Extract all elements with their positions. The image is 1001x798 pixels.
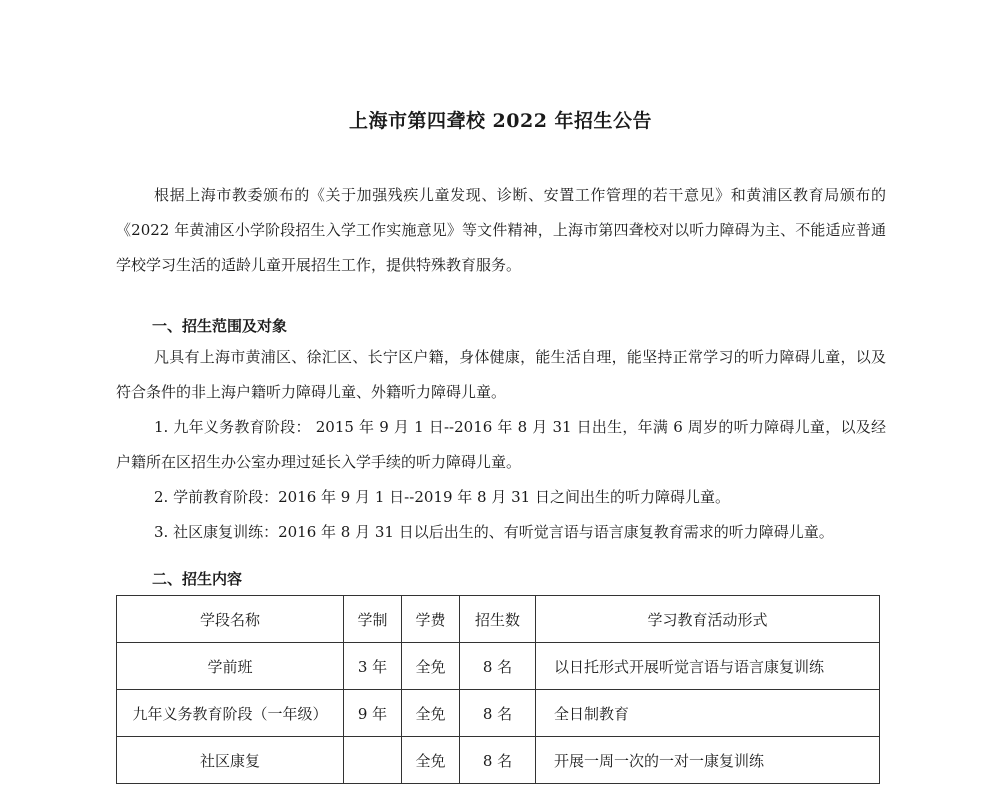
- header-format: 学习教育活动形式: [536, 596, 880, 643]
- section-scope-body: [116, 340, 886, 550]
- cell-quota: 8 名: [460, 690, 536, 737]
- table-header-row: [117, 596, 880, 643]
- cell-format: 开展一周一次的一对一康复训练: [536, 737, 880, 784]
- cell-tuition: 全免: [402, 737, 460, 784]
- enrollment-table: [116, 595, 880, 784]
- cell-stage: 社区康复: [117, 737, 344, 784]
- scope-item-preschool: 2. 学前教育阶段：2016 年 9 月 1 日--2019 年 8 月 31 日之间出生的听力障碍儿童。: [154, 488, 730, 506]
- cell-format: 全日制教育: [536, 690, 880, 737]
- cell-quota: 8 名: [460, 737, 536, 784]
- cell-tuition: 全免: [402, 643, 460, 690]
- header-duration: 学制: [344, 596, 402, 643]
- cell-stage: 九年义务教育阶段（一年级）: [117, 690, 344, 737]
- section-heading-scope: 一、招生范围及对象: [152, 317, 288, 335]
- document-title: 上海市第四聋校 2022 年招生公告: [348, 110, 653, 132]
- table-row: [117, 643, 880, 690]
- header-stage: 学段名称: [117, 596, 344, 643]
- cell-stage: 学前班: [117, 643, 344, 690]
- cell-duration: 3 年: [344, 643, 402, 690]
- section-heading-content: 二、招生内容: [152, 570, 243, 588]
- scope-paragraph: 凡具有上海市黄浦区、徐汇区、长宁区户籍，身体健康，能生活自理，能坚持正常学习的听力障碍儿童，以及符合条件的非上海户籍听力障碍儿童、外籍听力障碍儿童。: [116, 348, 886, 401]
- table-row: [117, 690, 880, 737]
- cell-duration: 9 年: [344, 690, 402, 737]
- intro-paragraph: 根据上海市教委颁布的《关于加强残疾儿童发现、诊断、安置工作管理的若干意见》和黄浦区教育局颁布的《2022 年黄浦区小学阶段招生入学工作实施意见》等文件精神，上海市第四聋校对以听力障碍为主、不能适应普通学校学习生活的适龄儿童开展招生工作，提供特殊教育服务。: [116, 186, 886, 274]
- header-tuition: 学费: [402, 596, 460, 643]
- scope-item-compulsory: 1. 九年义务教育阶段： 2015 年 9 月 1 日--2016 年 8 月 31 日出生，年满 6 周岁的听力障碍儿童，以及经户籍所在区招生办公室办理过延长入学手续的听力障碍儿童。: [116, 418, 886, 471]
- cell-tuition: 全免: [402, 690, 460, 737]
- header-quota: 招生数: [460, 596, 536, 643]
- scope-item-community: 3. 社区康复训练：2016 年 8 月 31 日以后出生的、有听觉言语与语言康复教育需求的听力障碍儿童。: [154, 523, 834, 541]
- cell-quota: 8 名: [460, 643, 536, 690]
- table-row: [117, 737, 880, 784]
- cell-format: 以日托形式开展听觉言语与语言康复训练: [536, 643, 880, 690]
- cell-duration: [344, 737, 402, 784]
